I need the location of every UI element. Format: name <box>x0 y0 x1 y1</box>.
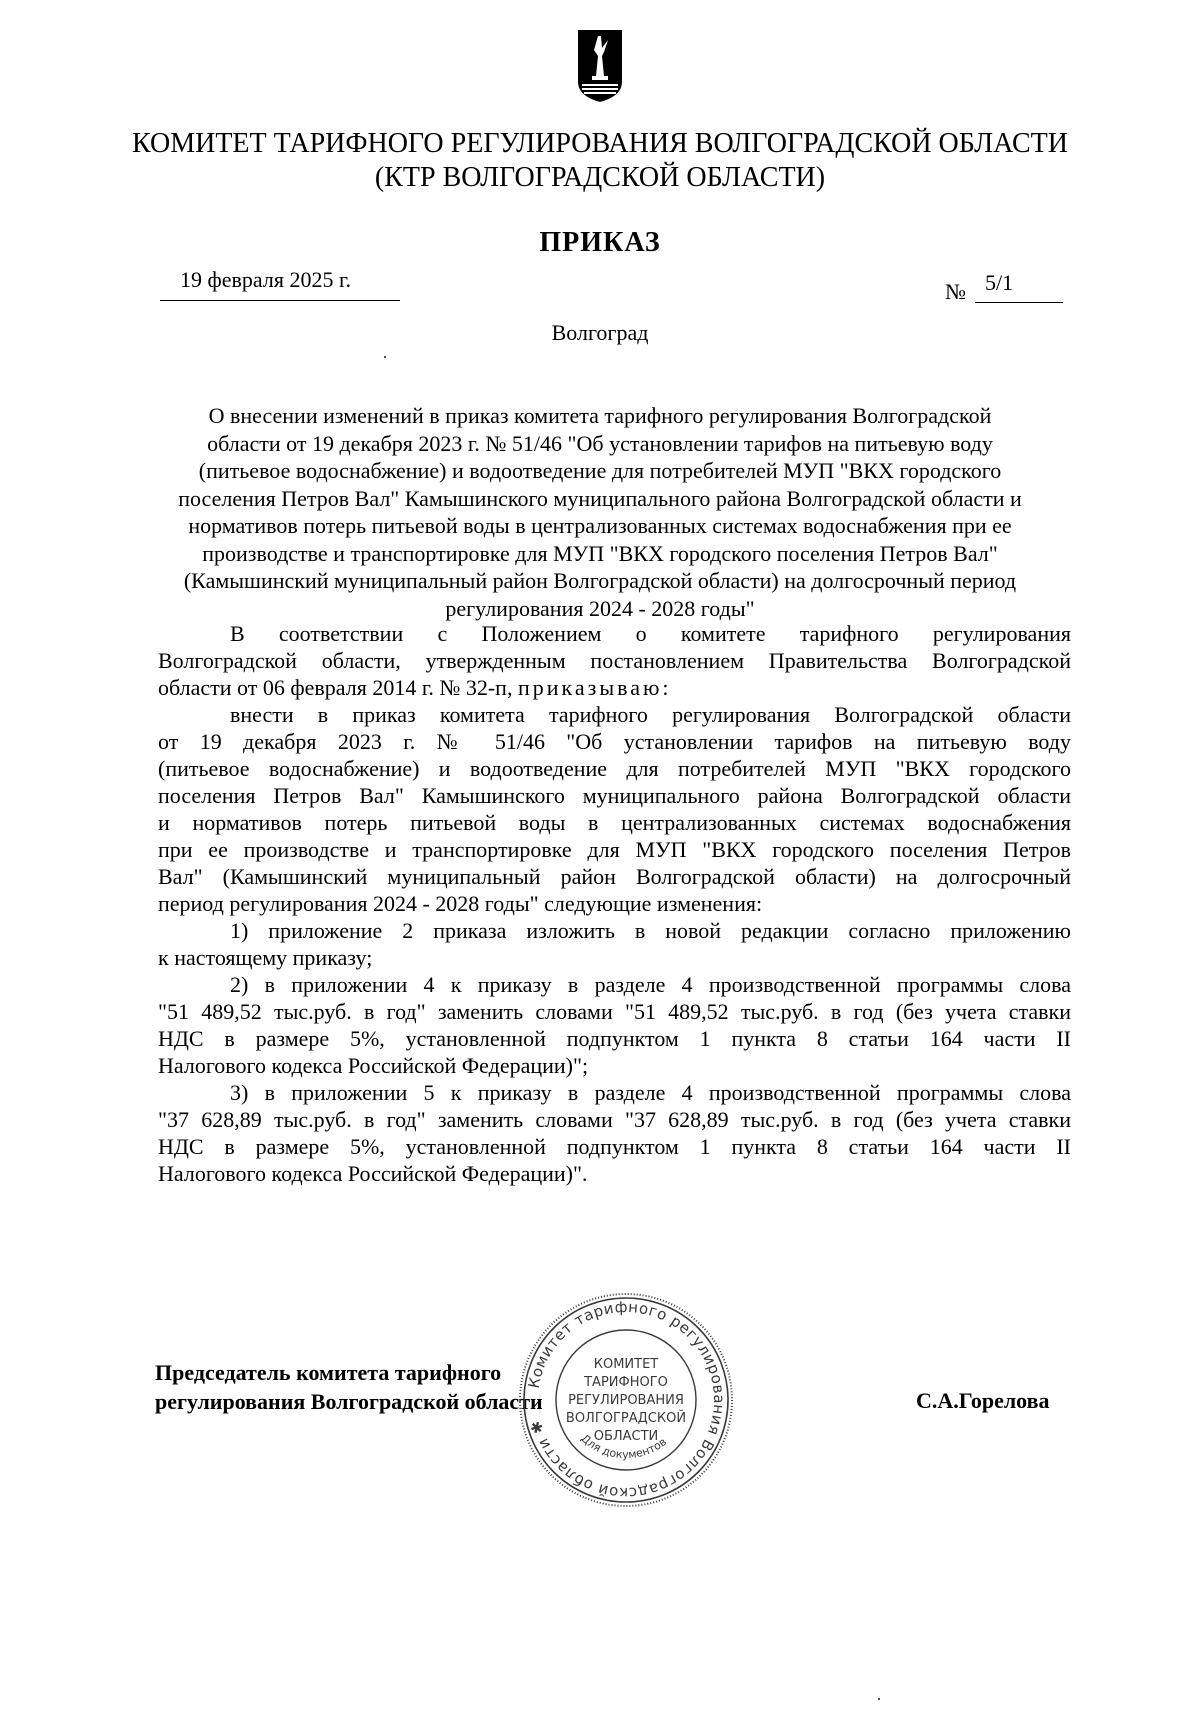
list-item-3-cont: НДС в размере 5%, установленной подпунктом 1 пункта 8 статьи 164 части II <box>158 1134 1071 1159</box>
org-name: КОМИТЕТ ТАРИФНОГО РЕГУЛИРОВАНИЯ ВОЛГОГРАДСКОЙ ОБЛАСТИ <box>132 128 1068 159</box>
list-item-2-cont: НДС в размере 5%, установленной подпунктом 1 пункта 8 статьи 164 части II <box>158 1026 1071 1051</box>
order-date: 19 февраля 2025 г. <box>180 267 352 292</box>
svg-text:КОМИТЕТ: КОМИТЕТ <box>593 1357 659 1372</box>
list-item-2-cont: "51 489,52 тыс.руб. в год" заменить словами "51 489,52 тыс.руб. в год (без учета ставки <box>158 999 1071 1024</box>
list-item-1-cont: к настоящему приказу; <box>158 945 373 970</box>
svg-text:Комитет тарифного регулировани: Комитет тарифного регулирования Волгоградской области ✱ <box>524 1297 729 1503</box>
number-underline <box>975 302 1063 303</box>
document-type: ПРИКАЗ <box>539 227 661 258</box>
body-line: поселения Петров Вал" Камышинского муниципального района Волгоградской области <box>158 783 1071 808</box>
order-number: 5/1 <box>985 270 1014 295</box>
body-line: (питьевое водоснабжение) и водоотведение для потребителей МУП "ВКХ городского <box>158 756 1071 781</box>
svg-text:ВОЛГОГРАДСКОЙ: ВОЛГОГРАДСКОЙ <box>565 1411 687 1426</box>
number-sign: № <box>945 279 966 304</box>
list-item-3-cont: "37 628,89 тыс.руб. в год" заменить словами "37 628,89 тыс.руб. в год (без учета ставки <box>158 1107 1071 1132</box>
body-line: В соответствии с Положением о комитете тарифного регулирования <box>230 621 1071 646</box>
list-item-1: 1) приложение 2 приказа изложить в новой редакции согласно приложению <box>230 918 1071 943</box>
signer-title-line2: регулирования Волгоградской области <box>155 1389 543 1414</box>
svg-text:ОБЛАСТИ: ОБЛАСТИ <box>593 1429 659 1444</box>
svg-text:РЕГУЛИРОВАНИЯ: РЕГУЛИРОВАНИЯ <box>568 1393 684 1408</box>
org-abbrev: (КТР ВОЛГОГРАДСКОЙ ОБЛАСТИ) <box>374 162 826 193</box>
city: Волгоград <box>551 320 649 345</box>
official-seal-stamp <box>516 1290 736 1510</box>
coat-of-arms-icon <box>574 26 626 104</box>
scan-speck <box>384 356 386 358</box>
order-keyword: приказываю: <box>517 675 672 700</box>
list-item-3: 3) в приложении 5 к приказу в разделе 4 производственной программы слова <box>230 1080 1071 1105</box>
body-line: Волгоградской области, утвержденным постановлением Правительства Волгоградской <box>158 648 1071 673</box>
body-line: при ее производстве и транспортировке для МУП "ВКХ городского поселения Петров <box>158 837 1071 862</box>
body-line <box>158 674 1071 701</box>
list-item-2: 2) в приложении 4 к приказу в разделе 4 производственной программы слова <box>230 972 1071 997</box>
list-item-3-cont: Налогового кодекса Российской Федерации)". <box>158 1161 588 1186</box>
signer-title-line1: Председатель комитета тарифного <box>155 1360 502 1385</box>
body-text: области от 06 февраля 2014 г. № 32-п, <box>158 675 518 700</box>
svg-text:ТАРИФНОГО: ТАРИФНОГО <box>584 1375 668 1390</box>
date-underline <box>160 300 400 301</box>
svg-text:Для документов: Для документов <box>578 1431 669 1462</box>
body-line: период регулирования 2024 - 2028 годы" следующие изменения: <box>158 891 763 916</box>
order-subject: О внесении изменений в приказ комитета тарифного регулирования Волгоградской области от 19 декабря 2023 г. № 51/46 "Об установлении тарифов на питьевую воду (питьевое водоснабжение) и водоотведение для потребителей МУП "ВКХ городского поселения Петров Вал" Камышинского муниципального района Волгоградской области и нормативов потерь питьевой воды в централизованных системах водоснабжения при ее производстве и транспортировке для МУП "ВКХ городского поселения Петров Вал" (Камышинский муниципальный район Волгоградской области) на долгосрочный период регулирования 2024 - 2028 годы" <box>178 403 1022 621</box>
list-item-2-cont: Налогового кодекса Российской Федерации)"; <box>158 1053 589 1078</box>
body-line: Вал" (Камышинский муниципальный район Волгоградской области) на долгосрочный <box>158 864 1071 889</box>
scan-speck <box>878 1698 880 1700</box>
signer-name: С.А.Горелова <box>916 1388 1050 1413</box>
body-line: внести в приказ комитета тарифного регулирования Волгоградской области <box>230 702 1071 727</box>
body-line: от 19 декабря 2023 г. № 51/46 "Об установлении тарифов на питьевую воду <box>158 729 1071 754</box>
body-line: и нормативов потерь питьевой воды в централизованных системах водоснабжения <box>158 810 1071 835</box>
